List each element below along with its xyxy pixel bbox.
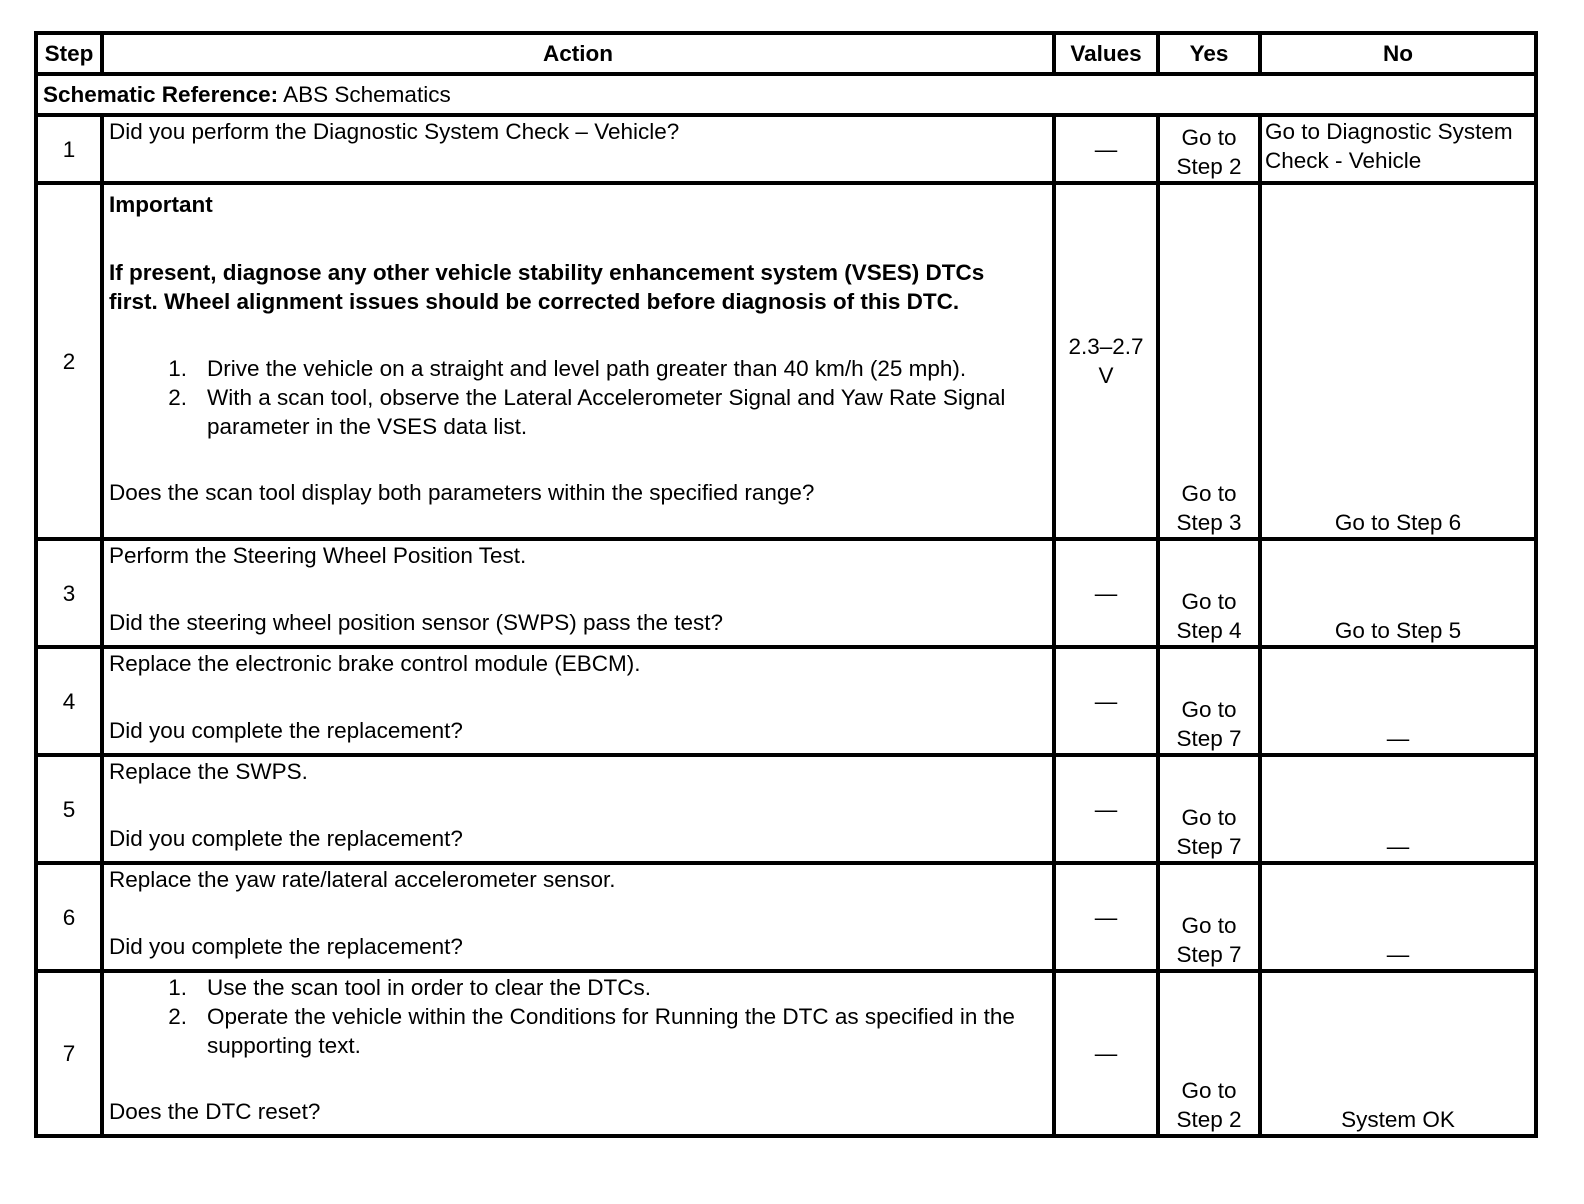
action-question: Did you complete the replacement? — [109, 934, 463, 959]
action-cell — [102, 115, 1054, 183]
no-cell: System OK — [1260, 971, 1536, 1136]
action-cell — [102, 971, 1054, 1136]
yes-cell: Go to Step 4 — [1158, 539, 1260, 647]
values-cell: — — [1054, 115, 1158, 183]
action-cell — [102, 539, 1054, 647]
action-cell — [102, 647, 1054, 755]
no-cell: — — [1260, 647, 1536, 755]
yes-cell: Go to Step 7 — [1158, 647, 1260, 755]
yes-cell: Go to Step 2 — [1158, 115, 1260, 183]
step-number: 4 — [36, 647, 102, 755]
schematic-row — [36, 74, 1536, 115]
action-question: Did the steering wheel position sensor (SWPS) pass the test? — [109, 610, 724, 635]
action-question: Did you complete the replacement? — [109, 718, 463, 743]
yes-cell: Go to Step 2 — [1158, 971, 1260, 1136]
list-item: 1. Use the scan tool in order to clear the DTCs. — [168, 975, 651, 1000]
action-question: Did you complete the replacement? — [109, 826, 463, 851]
step-number: 3 — [36, 539, 102, 647]
no-cell: Go to Step 5 — [1260, 539, 1536, 647]
list-item: 2. Operate the vehicle within the Conditions for Running the DTC as specified in the supporting text. — [168, 1004, 1015, 1058]
schematic-value: ABS Schematics — [283, 82, 451, 107]
yes-cell: Go to Step 7 — [1158, 863, 1260, 971]
step-number: 5 — [36, 755, 102, 863]
schematic-reference — [36, 74, 1536, 115]
list-item: 2. With a scan tool, observe the Lateral Accelerometer Signal and Yaw Rate Signal parameter in the VSES data list. — [168, 385, 1006, 439]
values-cell: 2.3–2.7 V — [1054, 183, 1158, 539]
action-cell — [102, 755, 1054, 863]
table-row — [36, 115, 1536, 183]
header-action: Action — [102, 33, 1054, 74]
step-number: 2 — [36, 183, 102, 539]
no-cell: Go to Diagnostic System Check - Vehicle — [1260, 115, 1536, 183]
action-text: Replace the SWPS. — [109, 759, 308, 784]
step-number: 1 — [36, 115, 102, 183]
table-row — [36, 183, 1536, 539]
header-step: Step — [36, 33, 102, 74]
yes-cell: Go to Step 7 — [1158, 755, 1260, 863]
table-row — [36, 647, 1536, 755]
important-title: Important — [109, 192, 213, 217]
values-cell: — — [1054, 863, 1158, 971]
list-item: 1. Drive the vehicle on a straight and level path greater than 40 km/h (25 mph). — [168, 356, 967, 381]
step-number: 6 — [36, 863, 102, 971]
step-number: 7 — [36, 971, 102, 1136]
no-cell: Go to Step 6 — [1260, 183, 1536, 539]
header-no: No — [1260, 33, 1536, 74]
values-cell: — — [1054, 539, 1158, 647]
schematic-label: Schematic Reference: — [43, 82, 279, 107]
values-cell: — — [1054, 647, 1158, 755]
table-row — [36, 971, 1536, 1136]
diagnostic-table — [34, 31, 1538, 1138]
header-values: Values — [1054, 33, 1158, 74]
values-cell: — — [1054, 971, 1158, 1136]
action-cell — [102, 863, 1054, 971]
yes-cell: Go to Step 3 — [1158, 183, 1260, 539]
header-row — [36, 33, 1536, 74]
action-text: Replace the electronic brake control module (EBCM). — [109, 651, 641, 676]
table-row — [36, 539, 1536, 647]
action-cell — [102, 183, 1054, 539]
procedure-list — [109, 354, 1047, 441]
procedure-list — [109, 973, 1047, 1060]
important-text: If present, diagnose any other vehicle stability enhancement system (VSES) DTCs first. Wheel alignment issues should be corrected before diagnosis of this DTC. — [109, 260, 985, 314]
action-question: Does the DTC reset? — [109, 1099, 321, 1124]
action-question: Did you perform the Diagnostic System Check – Vehicle? — [109, 119, 680, 144]
action-text: Replace the yaw rate/lateral accelerometer sensor. — [109, 867, 616, 892]
no-cell: — — [1260, 755, 1536, 863]
header-yes: Yes — [1158, 33, 1260, 74]
no-cell: — — [1260, 863, 1536, 971]
action-text: Perform the Steering Wheel Position Test. — [109, 543, 527, 568]
action-question: Does the scan tool display both parameters within the specified range? — [109, 480, 815, 505]
table-row — [36, 755, 1536, 863]
values-cell: — — [1054, 755, 1158, 863]
table-row — [36, 863, 1536, 971]
